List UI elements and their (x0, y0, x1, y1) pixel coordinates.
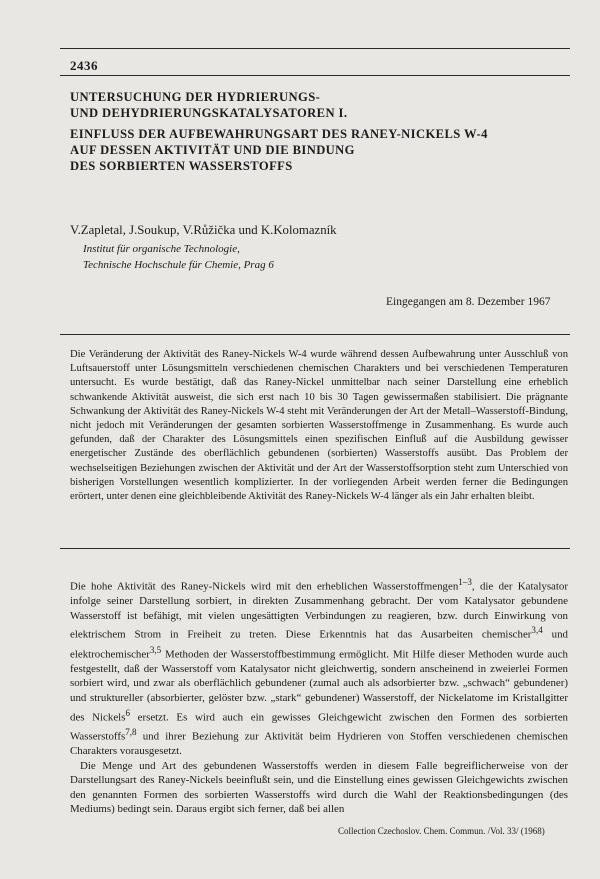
ref-1-3: 1–3 (458, 577, 472, 587)
p1-text-3: und elektrochemischer (70, 629, 568, 661)
affiliation-line-1: Institut für organische Technologie, (83, 243, 240, 255)
p1-text-1: Die hohe Aktivität des Raney-Nickels wird mit den erheblichen Wasserstoffmengen (70, 580, 459, 593)
body-text (70, 575, 568, 817)
title-line-3: EINFLUSS DER AUFBEWAHRUNGSART DES RANEY-NICKELS W-4 (70, 127, 488, 141)
title-line-5: DES SORBIERTEN WASSERSTOFFS (70, 159, 293, 173)
received-date: Eingegangen am 8. Dezember 1967 (386, 296, 551, 308)
ref-7-8: 7,8 (125, 726, 137, 737)
ref-3-4: 3,4 (531, 625, 543, 636)
author-list: V.Zapletal, J.Soukup, V.Růžička und K.Kolomazník (70, 223, 337, 237)
paragraph-1 (70, 575, 568, 759)
page-number: 2436 (70, 58, 98, 73)
title-line-2: UND DEHYDRIERUNGSKATALYSATOREN I. (70, 106, 348, 120)
p1-text-6: und ihrer Beziehung zur Aktivität beim Hydrieren von Stoffen verschiedenen chemischen Charakters vorausgesetzt. (70, 730, 568, 758)
abstract-top-rule (60, 334, 570, 335)
header-rule (60, 75, 570, 76)
affiliation-line-2: Technische Hochschule für Chemie, Prag 6 (83, 259, 274, 271)
journal-footer: Collection Czechoslov. Chem. Commun. /Vol. 33/ (1968) (338, 826, 545, 836)
abstract-bottom-rule (60, 548, 570, 549)
paragraph-2: Die Menge und Art des gebundenen Wasserstoffs werden in diesem Falle begreiflicherweise von der Darstellungsart des Raney-Nickels beeinflußt sein, und die Einstellung eines gewissen Gleichgewichts zwischen den genannten Formen des sorbierten Wasserstoffs wird durch die Wahl der Reaktionsbedingungen (des Mediums) bedingt sein. Daraus ergibt sich ferner, daß bei allen (70, 759, 568, 816)
ref-6: 6 (125, 707, 130, 718)
p1-text-5: ersetzt. Es wird auch ein gewisses Gleichgewicht zwischen den Formen des sorbierten Wasserstoffs (70, 711, 568, 743)
p1-text-4: Methoden der Wasserstoffbestimmung ermöglicht. Mit Hilfe dieser Methoden wurde auch festgestellt, daß der Wasserstoff vom Katalysator nicht gleichwertig, sondern anscheinend in zweierlei Formen sorbiert wird, und zwar als oberflächlich gebundener (zumal auch als adsorbierter bzw. „schwach“ gebundener) und struktureller (absorbierter, gelöster bzw. „stark“ gebundener) Wasserstoff, der Nickelatome im Kristallgitter des Nickels (70, 648, 568, 724)
abstract: Die Veränderung der Aktivität des Raney-Nickels W-4 wurde während dessen Aufbewahrung unter Ausschluß von Luftsauerstoff unter Lösungsmitteln verschiedenen chemischen Charakters und bei verschiedenen Temperaturen untersucht. Es wurde bestätigt, daß das Raney-Nickel unmittelbar nach seiner Darstellung eine erheblich schwankende Aktivität ausweist, die sich erst nach 10 bis 30 Tagen gewissermaßen stabilisiert. Die prägnante Schwankung der Aktivität des Raney-Nickels W-4 steht mit Veränderungen der Art der Metall–Wasserstoff-Bindung, nicht jedoch mit Veränderungen der gesamten sorbierten Wasserstoffmenge in Zusammenhang. Es wurde auch gefunden, daß der Charakter des Lösungsmittels einen spezifischen Einfluß auf die Ausbildung gewisser energetischer Zustände des oberflächlich gebundenen (sorbierten) Wasserstoffs ausübt. Das Problem der wechselseitigen Beziehungen zwischen der Aktivität und der Art der Wasserstoffsorption steht zum Unterschied von bisherigen Vorstellungen wesentlich komplizierter. In der vorliegenden Arbeit werden ferner die Bedingungen erörtert, unter denen eine gleichbleibende Aktivität des Raney-Nickels W-4 länger als ein Jahr erhalten bleibt. (70, 349, 568, 503)
title-line-1: UNTERSUCHUNG DER HYDRIERUNGS- (70, 90, 321, 104)
top-rule (60, 48, 570, 49)
ref-3-5: 3,5 (149, 644, 162, 655)
title-line-4: AUF DESSEN AKTIVITÄT UND DIE BINDUNG (70, 143, 355, 157)
p1-text-2: , die der Katalysator infolge seiner Darstellung sorbiert, in direkten Zusammenhang gebracht. Der vom Katalysator gebundene Wasserstoff ist befähigt, mit vielen ungesättigten Verbindungen zu reagieren, bzw. durch Einwirkung von elektrischem Strom in Freiheit zu treten. Diese Erkenntnis hat das Ausarbeiten chemischer (70, 580, 568, 642)
